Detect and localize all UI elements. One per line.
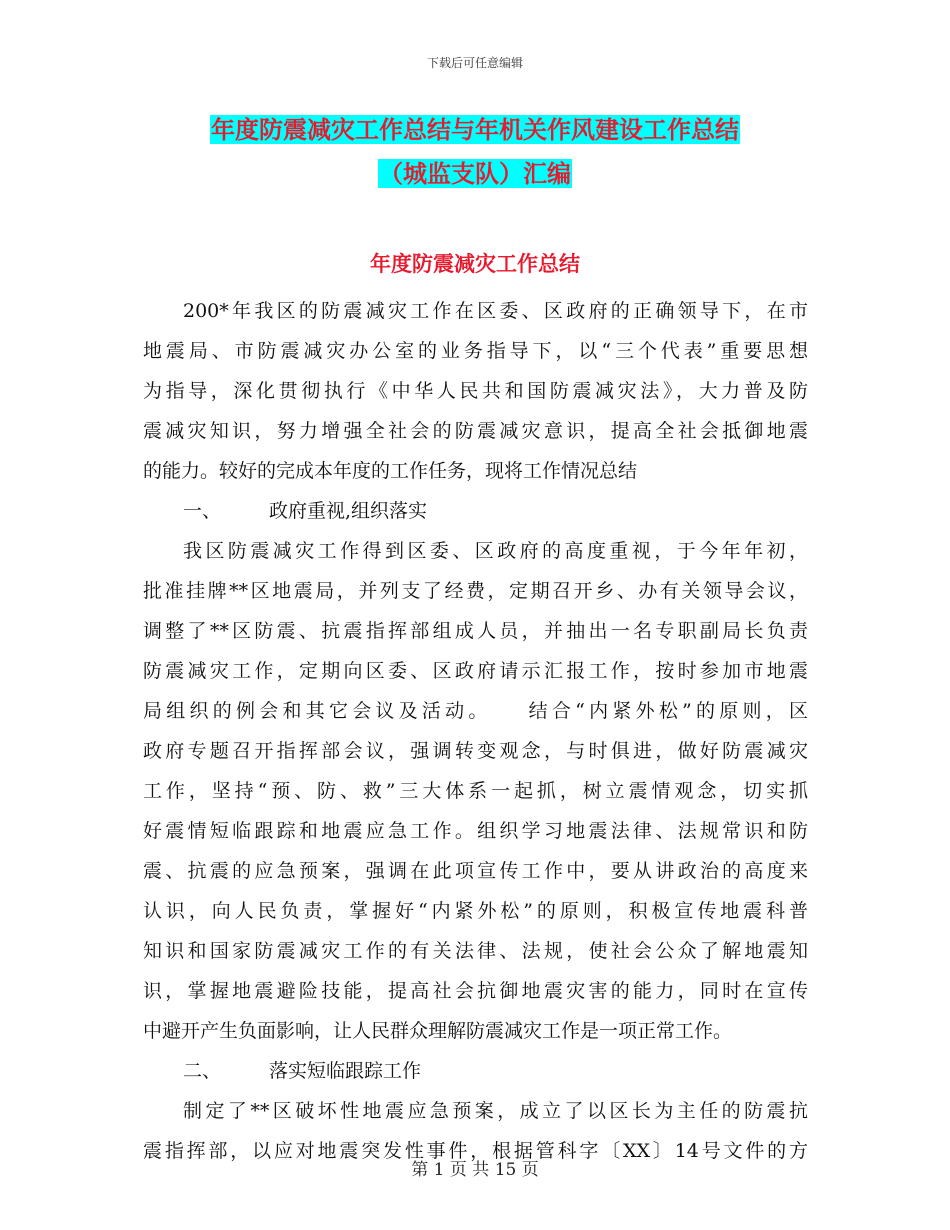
- paragraph-line: 知识和国家防震减灾工作的有关法律、法规，使社会公众了解地震知: [143, 940, 808, 962]
- section-heading-1: [143, 491, 808, 531]
- document-title-line-1: [0, 113, 950, 147]
- paragraph-line: 的能力。较好的完成本年度的工作任务，现将工作情况总结: [143, 460, 638, 482]
- document-body: [143, 291, 808, 1171]
- heading-text: 政府重视,组织落实: [269, 500, 428, 522]
- paragraph-line: 震、抗震的应急预案，强调在此项宣传工作中，要从讲政治的高度来: [143, 860, 808, 882]
- paragraph-line: 认识，向人民负责，掌握好“内紧外松”的原则，积极宣传地震科普: [143, 900, 808, 922]
- document-title-line-2: [0, 157, 950, 191]
- paragraph-line: 工作，坚持“预、防、救”三大体系一起抓，树立震情观念，切实抓: [143, 780, 808, 802]
- paragraph-line: 200*年我区的防震减灾工作在区委、区政府的正确领导下，在市: [183, 300, 808, 322]
- paragraph-line: 政府专题召开指挥部会议，强调转变观念，与时俱进，做好防震减灾: [143, 740, 808, 762]
- section-heading-2: [143, 1051, 808, 1091]
- heading-text: 落实短临跟踪工作: [269, 1060, 422, 1082]
- paragraph-line: 识，掌握地震避险技能，提高社会抗御地震灾害的能力，同时在宣传: [143, 980, 808, 1002]
- paragraph-line: 防震减灾工作，定期向区委、区政府请示汇报工作，按时参加市地震: [143, 660, 808, 682]
- title-highlight-2: （城监支队）汇编: [379, 159, 571, 188]
- paragraph-line: 批准挂牌**区地震局，并列支了经费，定期召开乡、办有关领导会议，: [143, 580, 808, 602]
- paragraph-line: 中避开产生负面影响，让人民群众理解防震减灾工作是一项正常工作。: [143, 1020, 733, 1042]
- paragraph-line: 震指挥部，以应对地震突发性事件，根据管科字〔XX〕14号文件的方: [143, 1140, 808, 1162]
- title-highlight-1: 年度防震减灾工作总结与年机关作风建设工作总结: [211, 115, 739, 144]
- paragraph-line: 调整了**区防震、抗震指挥部组成人员，并抽出一名专职副局长负责: [143, 620, 808, 642]
- paragraph-line: 为指导，深化贯彻执行《中华人民共和国防震减灾法》，大力普及防: [143, 380, 808, 402]
- header-note: 下载后可任意编辑: [426, 56, 523, 70]
- heading-number: 一、: [183, 500, 222, 522]
- heading-number: 二、: [183, 1060, 222, 1082]
- paragraph-line: 我区防震减灾工作得到区委、区政府的高度重视，于今年年初，: [183, 540, 808, 562]
- paragraph-line: 震减灾知识，努力增强全社会的防震减灾意识，提高全社会抵御地震: [143, 420, 808, 442]
- paragraph-line: 好震情短临跟踪和地震应急工作。组织学习地震法律、法规常识和防: [143, 820, 808, 842]
- paragraph-line: 地震局、市防震减灾办公室的业务指导下，以“三个代表”重要思想: [143, 340, 808, 362]
- paragraph-line: 局组织的例会和其它会议及活动。 结合“内紧外松”的原则，区: [143, 700, 808, 722]
- section-title: 年度防震减灾工作总结: [370, 251, 580, 276]
- page-footer: 第 1 页 共 15 页: [411, 1160, 539, 1180]
- paragraph-line: 制定了**区破坏性地震应急预案，成立了以区长为主任的防震抗: [183, 1100, 808, 1122]
